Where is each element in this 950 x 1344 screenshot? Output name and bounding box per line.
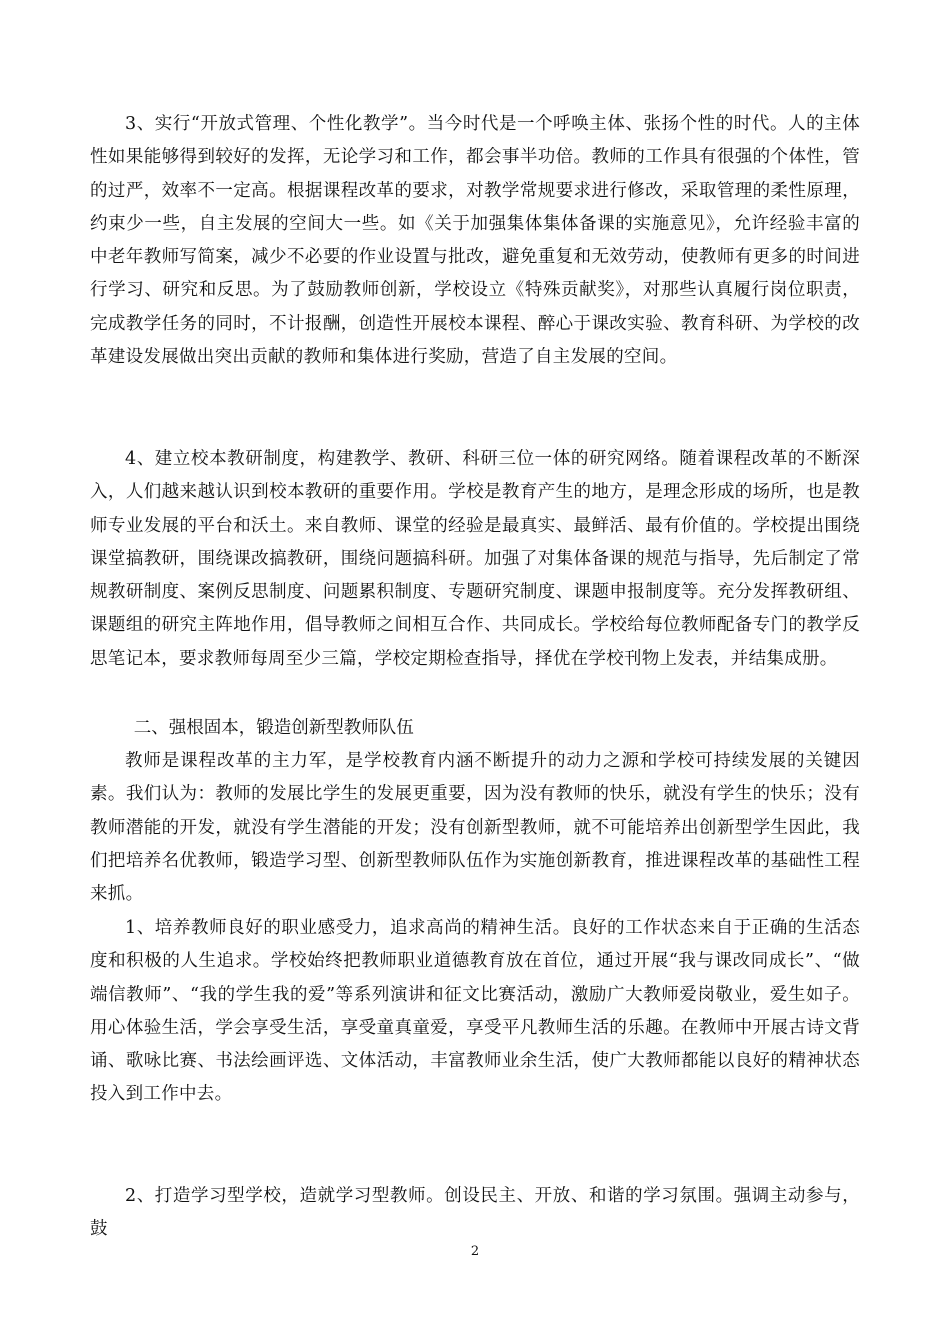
page-number: 2 [470,1244,480,1259]
paragraph-teacher-role: 教师是课程改革的主力军，是学校教育内涵不断提升的动力之源和学校可持续发展的关键因素。我们认为：教师的发展比学生的发展更重要，因为没有教师的快乐，就没有学生的快乐；没有教师潜能的开发，就没有学生潜能的开发；没有创新型教师，就不可能培养出创新型学生因此，我们把培养名优教师，锻造学习型、创新型教师队伍作为实施创新教育，推进课程改革的基础性工程来抓。 [90,751,860,905]
section-heading-teacher-team: 二、强根固本，锻造创新型教师队伍 [133,718,414,738]
paragraph-school-research: 4、建立校本教研制度，构建教学、教研、科研三位一体的研究网络。随着课程改革的不断深入，人们越来越认识到校本教研的重要作用。学校是教育产生的地方，是理念形成的场所，也是教师专业发展的平台和沃土。来自教师、课堂的经验是最真实、最鲜活、最有价值的。学校提出围绕课堂搞教研，围绕课改搞教研，围绕问题搞科研。加强了对集体备课的规范与指导，先后制定了常规教研制度、案例反思制度、问题累积制度、专题研究制度、课题申报制度等。充分发挥教研组、课题组的研究主阵地作用，倡导教师之间相互合作、共同成长。学校给每位教师配备专门的教学反思笔记本，要求教师每周至少三篇，学校定期检查指导，择优在学校刊物上发表，并结集成册。 [90,449,860,669]
paragraph-professional-feeling: 1、培养教师良好的职业感受力，追求高尚的精神生活。良好的工作状态来自于正确的生活态度和积极的人生追求。学校始终把教师职业道德教育放在首位，通过开展“我与课改同成长”、“做端信教师”、“我的学生我的爱”等系列演讲和征文比赛活动，激励广大教师爱岗敬业，爱生如子。用心体验生活，学会享受生活，享受童真童爱，享受平凡教师生活的乐趣。在教师中开展古诗文背诵、歌咏比赛、书法绘画评选、文体活动，丰富教师业余生活，使广大教师都能以良好的精神状态投入到工作中去。 [90,918,860,1105]
paragraph-learning-school: 2、打造学习型学校，造就学习型教师。创设民主、开放、和谐的学习氛围。强调主动参与，鼓 [90,1186,860,1240]
paragraph-open-management: 3、实行“开放式管理、个性化教学”。当今时代是一个呼唤主体、张扬个性的时代。人的主体性如果能够得到较好的发挥，无论学习和工作，都会事半功倍。教师的工作具有很强的个体性，管的过严，效率不一定高。根据课程改革的要求，对教学常规要求进行修改，采取管理的柔性原理，约束少一些，自主发展的空间大一些。如《关于加强集体集体备课的实施意见》，允许经验丰富的中老年教师写简案，减少不必要的作业设置与批改，避免重复和无效劳动，使教师有更多的时间进行学习、研究和反思。为了鼓励教师创新，学校设立《特殊贡献奖》，对那些认真履行岗位职责，完成教学任务的同时，不计报酬，创造性开展校本课程、醉心于课改实验、教育科研、为学校的改革建设发展做出突出贡献的教师和集体进行奖励，营造了自主发展的空间。 [90,114,860,368]
